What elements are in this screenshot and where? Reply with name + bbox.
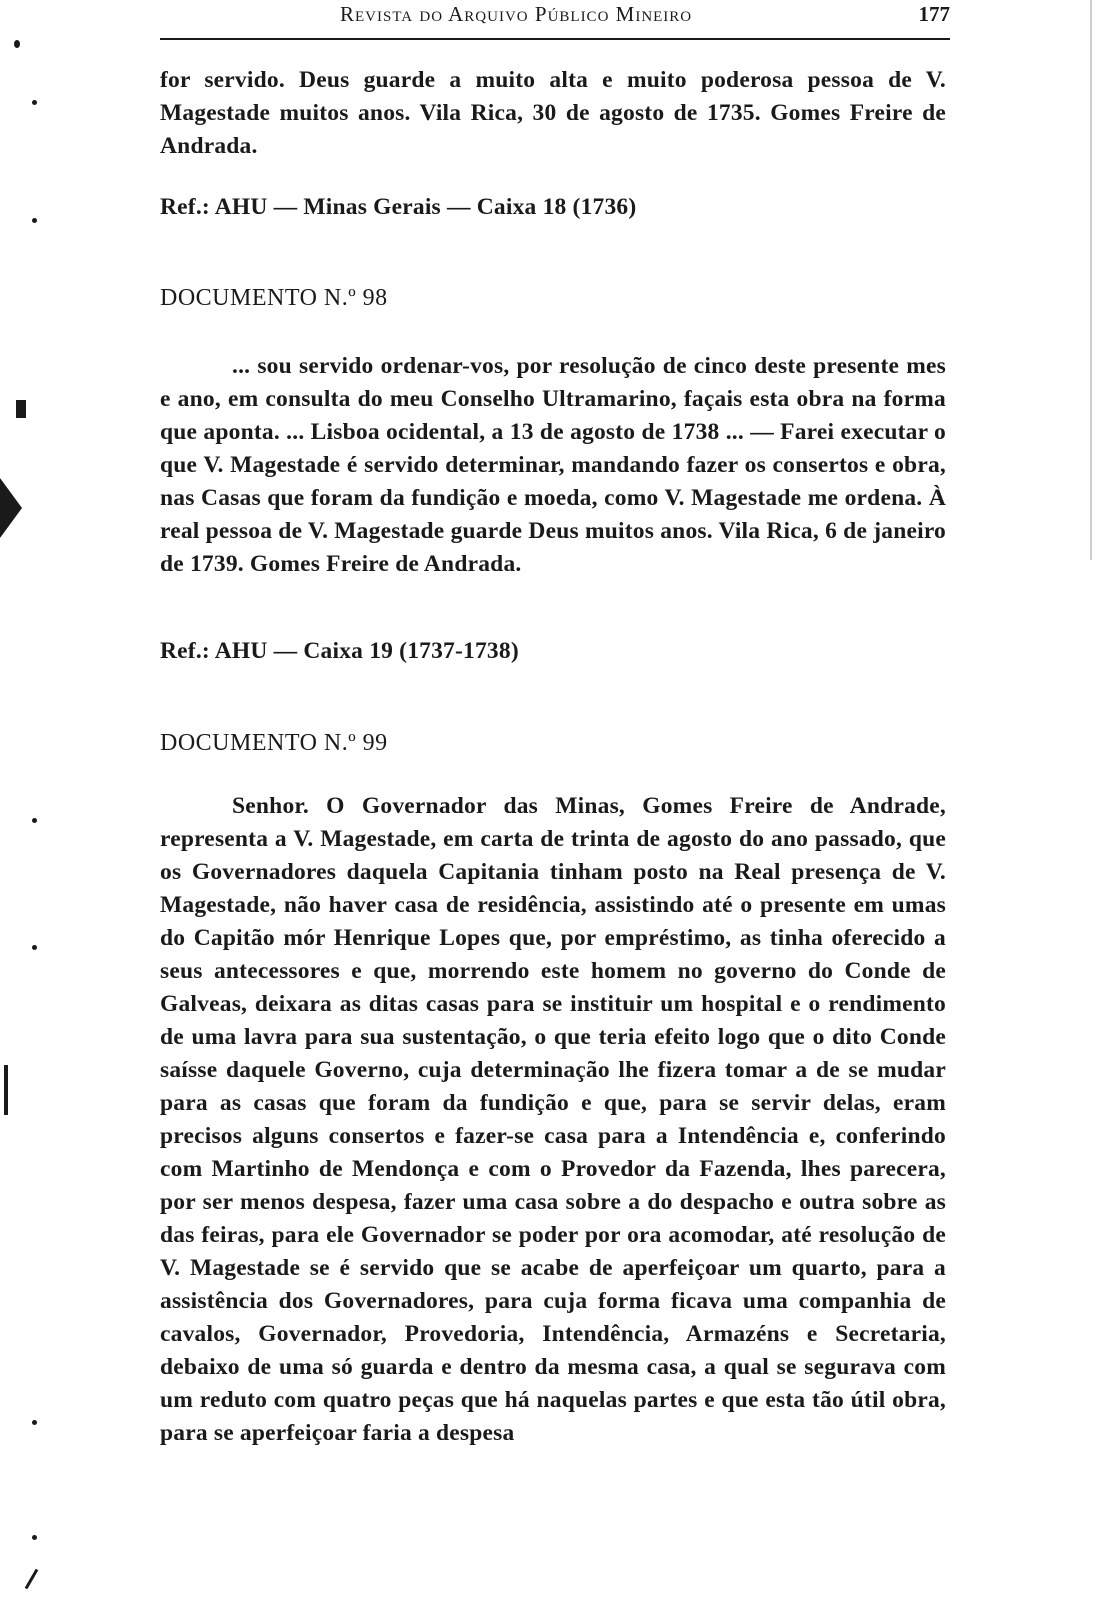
page-number: 177 (918, 2, 950, 26)
scan-speck (32, 100, 37, 105)
scan-speck (32, 818, 37, 823)
scan-speck (32, 218, 37, 223)
document-98-text: ... sou servido ordenar-vos, por resolução de cinco deste presente mes e ano, em consulta do meu Conselho Ultramarino, façais esta obra na forma que aponta. ... Lisboa ocidental, a 13 de agosto de 1738 ... — Farei executar o que V. Magestade é servido determinar, mandando fazer os consertos e obra, nas Casas que foram da fundição e moeda, como V. Magestade me ordena. À real pessoa de V. Magestade guarde Deus muitos anos. Vila Rica, 6 de janeiro de 1739. Gomes Freire de Andrada. (160, 353, 946, 577)
document-99-heading: DOCUMENTO N.º 99 (160, 730, 388, 756)
scan-edge (4, 1065, 8, 1115)
archive-reference: Ref.: AHU — Minas Gerais — Caixa 18 (1736) (160, 194, 637, 220)
running-title: Revista do Arquivo Público Mineiro (340, 2, 693, 26)
scan-speck (32, 1535, 37, 1540)
scan-edge (25, 1569, 39, 1590)
scan-speck (16, 400, 26, 418)
document-99-text: Senhor. O Governador das Minas, Gomes Freire de Andrade, representa a V. Magestade, em carta de trinta de agosto do ano passado, que os Governadores daquela Capitania tinham posto na Real presença de V. Magestade, não haver casa de residência, assistindo até o presente em umas do Capitão mór Henrique Lopes que, por empréstimo, as tinha oferecido a seus antecessores e que, morrendo este homem no governo do Conde de Galveas, deixara as ditas casas para se instituir um hospital e o rendimento de uma lavra para sua sustentação, o que teria efeito logo que o dito Conde saísse daquele Governo, cuja determinação lhe fizera tomar a de se mudar para as casas que foram da fundição e que, para se servir delas, eram precisos alguns consertos e fazer-se casa para a Intendência e, conferindo com Martinho de Mendonça e com o Provedor da Fazenda, lhes parecera, por ser menos despesa, fazer uma casa sobre a do despacho e outra sobre as das feiras, para ele Governador se poder por ora acomodar, até resolução de V. Magestade se é servido que se acabe de aperfeiçoar um quarto, para a assistência dos Governadores, para cuja forma ficava uma companhia de cavalos, Governador, Provedoria, Intendência, Armazéns e Secretaria, debaixo de uma só guarda e dentro da mesma casa, a qual se segurava com um reduto com quatro peças que há naquelas partes e que esta tão útil obra, para se aperfeiçoar faria a despesa (160, 793, 946, 1446)
page-header (160, 0, 950, 40)
scan-edge (1090, 0, 1092, 560)
closing-paragraph: for servido. Deus guarde a muito alta e muito poderosa pessoa de V. Magestade muitos anos. Vila Rica, 30 de agosto de 1735. Gomes Freire de Andrada. (160, 67, 946, 159)
scan-speck (32, 945, 37, 950)
document-98-heading: DOCUMENTO N.º 98 (160, 285, 388, 311)
scan-speck (14, 40, 20, 48)
document-98-reference: Ref.: AHU — Caixa 19 (1737-1738) (160, 638, 519, 664)
scan-speck (32, 1420, 37, 1425)
scan-edge (0, 478, 22, 538)
